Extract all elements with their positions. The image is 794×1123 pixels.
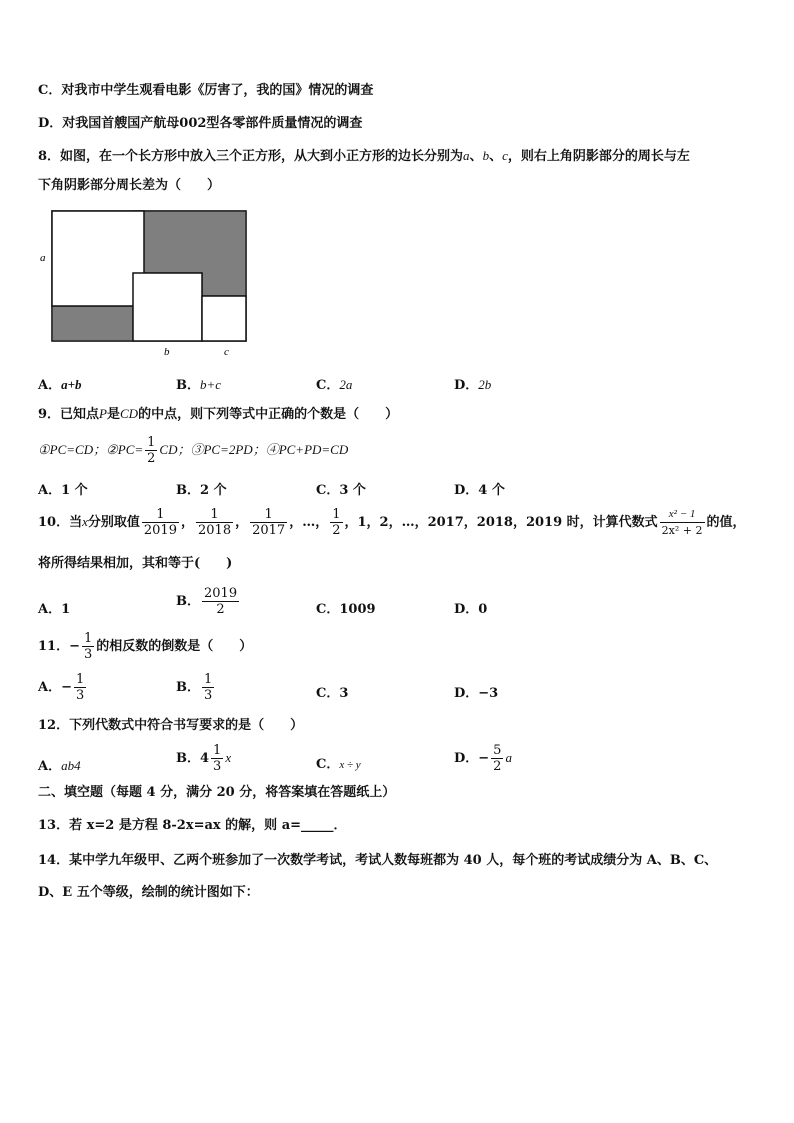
q8-option-c	[316, 374, 352, 393]
numerator: 2019	[204, 586, 238, 601]
q9-half-fraction	[145, 435, 157, 466]
q9-option-b	[176, 479, 227, 498]
option-letter: A．	[38, 759, 62, 774]
option-var: x	[225, 750, 232, 765]
q9-option-d	[454, 479, 505, 498]
denominator: 2019	[143, 523, 177, 538]
q9-eq-part2: CD；③PC=2PD；④PC+PD=CD	[159, 442, 349, 457]
q8-sep: 、	[469, 149, 483, 164]
q8-stem-line1	[38, 148, 690, 165]
q10-option-d: D．0	[454, 602, 488, 617]
option-letter: B．	[176, 483, 200, 498]
q10-fraction-4	[330, 507, 342, 538]
q10-option-b	[176, 586, 241, 617]
q11-option-d: D．−3	[454, 686, 499, 701]
option-letter: B．	[176, 378, 200, 393]
denominator: 3	[75, 688, 85, 703]
option-letter: B．	[176, 594, 200, 609]
q9-stem-post: 的中点，则下列等式中正确的个数是（ ）	[138, 407, 399, 422]
option-text: 3 个	[339, 483, 366, 498]
q10-pre: 10．当	[38, 515, 83, 530]
numerator: 1	[332, 507, 341, 522]
option-letter: A．	[38, 378, 62, 393]
option-letter: B．4	[176, 751, 210, 766]
q14-stem-line1: 14．某中学九年级甲、乙两个班参加了一次数学考试，考试人数每班都为 40 人，每个班的考试成绩分为 A、B、C、	[38, 853, 718, 868]
option-text: 2a	[339, 377, 353, 392]
option-letter: A．−	[38, 680, 72, 695]
q12-stem: 12．下列代数式中符合书写要求的是（ ）	[38, 718, 304, 733]
option-letter: B．	[176, 680, 200, 695]
denominator: 3	[213, 759, 222, 774]
numerator: x² − 1	[660, 507, 705, 523]
q8-sep: 、	[489, 149, 503, 164]
q10-list: ，1，2，…，2017，2018，2019 时，计算代数式	[344, 515, 658, 530]
q11-pre: 11．−	[38, 639, 80, 654]
section-heading: 二、填空题（每题 4 分，满分 20 分，将答案填在答题纸上）	[38, 785, 396, 800]
label-b: b	[164, 346, 170, 358]
q11-post: 的相反数的倒数是（ ）	[96, 639, 253, 654]
denominator: 2x² + 2	[661, 524, 703, 537]
numerator: 1	[147, 435, 156, 450]
q10-mid: 分别取值	[87, 515, 140, 530]
denominator: 2017	[252, 523, 286, 538]
option-text: 1 个	[61, 483, 88, 498]
q8-stem-end: ，则右上角阴影部分的周长与左	[507, 149, 690, 164]
option-fraction	[202, 586, 239, 617]
q7-option-d: D．对我国首艘国产航母002型各零部件质量情况的调查	[38, 116, 363, 131]
option-text: a+b	[61, 377, 82, 392]
numerator: 1	[83, 631, 93, 646]
option-letter: D．	[454, 483, 479, 498]
option-letter: A．	[38, 483, 62, 498]
q10-stem-line1: 10．当x分别取值 $\frac{1}{2019}$ ， $\frac{1}{2018}$ ， $\frac{1}{2017}$ ，…， $\frac{1}{2}$ ，1，2，…，2017，2018，2019 时，计算代数式 $\frac{\text{x² − 1}}{\text{2x² + 2}}$ 的值，	[38, 507, 746, 538]
q14-stem-line2: D、E 五个等级，绘制的统计图如下：	[38, 885, 259, 900]
q9-stem-pre: 9．已知点	[38, 407, 100, 422]
q8-var-b: b	[482, 148, 490, 163]
q9-var-p: P	[99, 406, 107, 421]
q9-eq-part1: ①PC=CD；②PC=	[38, 442, 144, 457]
denominator: 2018	[198, 523, 232, 538]
q8-option-b	[176, 374, 221, 393]
option-var: a	[505, 750, 512, 765]
square-c	[202, 296, 246, 341]
q9-equations	[38, 433, 348, 468]
q9-stem	[38, 406, 398, 423]
q12-option-d	[454, 743, 512, 774]
square-a	[52, 211, 144, 306]
q8-stem-line2: 下角阴影部分周长差为（ ）	[38, 178, 221, 193]
q10-stem-line2: 将所得结果相加，其和等于( )	[38, 556, 233, 571]
q11-stem	[38, 630, 252, 664]
q11-option-c: C．3	[316, 686, 349, 701]
q10-option-a: A．1	[38, 602, 71, 617]
numerator: 1	[213, 743, 222, 758]
option-fraction	[211, 743, 223, 774]
q10-fraction-1	[142, 507, 179, 538]
q11-fraction	[82, 631, 94, 662]
option-fraction	[202, 672, 214, 703]
q8-option-a	[38, 374, 82, 393]
q11-option-a	[38, 672, 88, 703]
q9-var-cd: CD	[120, 406, 139, 421]
option-letter: C．	[316, 757, 340, 772]
q8-var-c: c	[502, 148, 508, 163]
numerator: 1	[196, 507, 233, 523]
option-letter: C．	[316, 378, 340, 393]
square-b	[133, 273, 202, 341]
q8-option-d	[454, 374, 491, 393]
denominator: 2	[216, 602, 225, 617]
q9-option-a	[38, 479, 88, 498]
numerator: 1	[204, 672, 213, 687]
q9-stem-mid: 是	[107, 407, 121, 422]
q7-option-c: C．对我市中学生观看电影《厉害了，我的国》情况的调查	[38, 83, 374, 98]
q8-var-a: a	[463, 148, 470, 163]
option-letter: D．	[454, 378, 479, 393]
q10-expression-fraction	[660, 507, 705, 538]
q12-option-a	[38, 755, 81, 774]
option-letter: D．−	[454, 751, 490, 766]
denominator: 2	[493, 759, 502, 774]
denominator: 3	[83, 647, 93, 662]
label-c: c	[224, 346, 229, 358]
q12-option-c	[316, 753, 361, 772]
denominator: 2	[147, 451, 156, 466]
q10-var-x: x	[82, 514, 88, 529]
q9-option-c	[316, 479, 366, 498]
q10-fraction-2	[196, 507, 233, 538]
denominator: 2	[332, 523, 341, 538]
denominator: 3	[204, 688, 213, 703]
numerator: 1	[142, 507, 179, 523]
q10-dots: ，…，	[289, 515, 329, 530]
option-text: 4 个	[478, 483, 505, 498]
option-text: 2b	[478, 377, 492, 392]
option-fraction	[491, 743, 503, 774]
q8-rectangle-figure	[36, 206, 256, 361]
option-text: 2 个	[200, 483, 227, 498]
q12-option-b	[176, 743, 231, 774]
q10-fraction-3	[250, 507, 287, 538]
option-fraction	[74, 672, 86, 703]
q10-end: 的值，	[706, 515, 746, 530]
q13-stem: 13．若 x=2 是方程 8-2x=ax 的解，则 a=_____．	[38, 818, 347, 833]
label-a: a	[40, 252, 46, 264]
q11-option-b	[176, 672, 216, 703]
option-text: x ÷ y	[339, 759, 361, 771]
option-letter: C．	[316, 483, 340, 498]
option-text: ab4	[61, 758, 81, 773]
bottom-left-shaded-region	[52, 306, 133, 341]
numerator: 1	[75, 672, 85, 687]
numerator: 1	[250, 507, 287, 523]
q10-option-c: C．1009	[316, 602, 376, 617]
option-text: b+c	[200, 377, 222, 392]
numerator: 5	[493, 743, 502, 758]
q8-stem-text: 8．如图，在一个长方形中放入三个正方形，从大到小正方形的边长分别为	[38, 149, 464, 164]
